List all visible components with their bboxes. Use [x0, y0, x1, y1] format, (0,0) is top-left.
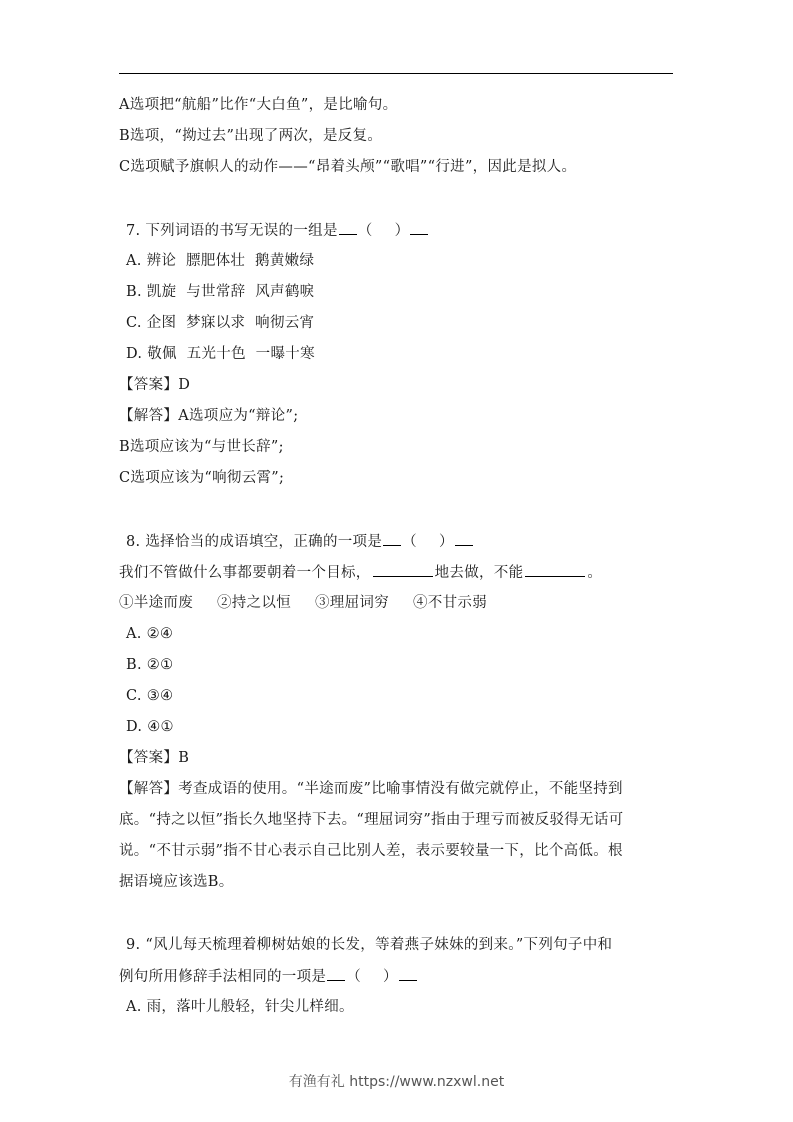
- option-b: [126, 282, 314, 302]
- explanation-line: 说。“不甘示弱”指不甘心表示自己比别人差，表示要较量一下，比个高低。根: [119, 843, 623, 859]
- sentence-text: 我们不管做什么事都要朝着一个目标，: [119, 565, 371, 581]
- question-text: 下列词语的书写无误的一组是: [145, 223, 338, 239]
- answer-blank: [455, 531, 473, 546]
- explanation-line: 底。“持之以恒”指长久地坚持下去。“理屈词穷”指由于理亏而被反驳得无话可: [119, 812, 624, 828]
- answer-blank: [339, 220, 357, 235]
- option-label: A.: [126, 999, 142, 1015]
- explanation-tag: 【解答】: [119, 408, 179, 424]
- paren-close: ）: [438, 534, 454, 550]
- explanation-line: B选项应该为“与世长辞”;: [119, 439, 284, 455]
- option-text: ④①: [147, 719, 174, 735]
- question-text: “风儿每天梳理着柳树姑娘的长发，等着燕子妹妹的到来。”下列句子中和: [145, 937, 613, 953]
- fill-in-sentence: [119, 562, 602, 583]
- option-label: C.: [126, 315, 142, 331]
- question-text: 例句所用修辞手法相同的一项是: [119, 969, 327, 985]
- explanation-line: C选项应该为“响彻云霄”;: [119, 470, 285, 486]
- question-7-stem: [126, 220, 429, 241]
- explanation-tag: 【解答】: [119, 781, 179, 797]
- sentence-text: 。: [587, 565, 603, 581]
- answer-value: B: [178, 750, 190, 766]
- answer-line: [119, 375, 190, 395]
- option-label: A.: [126, 626, 142, 642]
- explanation-text: A选项应为“辩论”;: [178, 408, 299, 424]
- option-label: B.: [126, 657, 142, 673]
- header-rule: [119, 73, 673, 74]
- question-9-stem: [126, 935, 612, 955]
- option-text: ②①: [146, 657, 174, 673]
- paren-open: （: [402, 534, 417, 550]
- paren-close: ）: [383, 969, 398, 985]
- explanation-line: [119, 779, 623, 799]
- answer-tag: 【答案】: [119, 750, 179, 766]
- option-a: [126, 997, 354, 1017]
- option-c: [126, 686, 173, 706]
- option-text: 雨，落叶儿般轻，针尖儿样细。: [146, 999, 354, 1015]
- answer-value: D: [178, 377, 191, 393]
- answer-tag: 【答案】: [119, 377, 179, 393]
- question-text: 选择恰当的成语填空，正确的一项是: [145, 534, 383, 550]
- answer-blank: [383, 531, 401, 546]
- option-b: [126, 655, 173, 675]
- prev-explanation-line: B选项，“拗过去”出现了两次，是反复。: [119, 128, 383, 144]
- option-a: [126, 251, 314, 271]
- question-9-stem-cont: [119, 966, 418, 987]
- idiom-choice: ②持之以恒: [217, 595, 291, 611]
- paren-open: （: [357, 223, 373, 239]
- idiom-choices: [119, 593, 487, 613]
- question-number: 9.: [126, 937, 141, 953]
- option-text: 凯旋 与世常辞 风声鹤唳: [146, 284, 315, 300]
- fill-blank: [373, 562, 433, 577]
- paren-close: ）: [394, 223, 410, 239]
- answer-line: [119, 748, 189, 768]
- sentence-text: 地去做，不能: [434, 565, 524, 581]
- option-label: A.: [126, 253, 142, 269]
- option-d: [126, 344, 315, 364]
- answer-blank: [410, 220, 428, 235]
- option-label: C.: [126, 688, 142, 704]
- option-text: 敬佩 五光十色 一曝十寒: [147, 346, 315, 362]
- idiom-choice: ③理屈词穷: [315, 595, 389, 611]
- option-label: B.: [126, 284, 142, 300]
- option-text: 辨论 膘肥体壮 鹅黄嫩绿: [146, 253, 315, 269]
- option-d: [126, 717, 174, 737]
- answer-blank: [399, 966, 417, 981]
- explanation-text: 考查成语的使用。“半途而废”比喻事情没有做完就停止，不能坚持到: [178, 781, 623, 797]
- option-text: 企图 梦寐以求 响彻云宵: [146, 315, 315, 331]
- explanation-line: [119, 406, 298, 426]
- option-a: [126, 624, 173, 644]
- option-text: ③④: [146, 688, 174, 704]
- footer-watermark: 有渔有礼 https://www.nzxwl.net: [288, 1074, 505, 1090]
- question-number: 8.: [126, 534, 141, 550]
- prev-explanation-line: A选项把“航船”比作“大白鱼”，是比喻句。: [119, 97, 398, 113]
- paren-open: （: [346, 969, 362, 985]
- option-label: D.: [126, 719, 143, 735]
- explanation-line: 据语境应该选B。: [119, 874, 234, 890]
- option-text: ②④: [146, 626, 174, 642]
- fill-blank: [525, 562, 585, 577]
- prev-explanation-line: C选项赋予旗帜人的动作——“昂着头颅”“歌唱”“行进”，因此是拟人。: [119, 159, 577, 175]
- idiom-choice: ④不甘示弱: [413, 595, 487, 611]
- option-label: D.: [126, 346, 143, 362]
- question-number: 7.: [126, 223, 141, 239]
- question-8-stem: [126, 531, 474, 552]
- idiom-choice: ①半途而废: [119, 595, 193, 611]
- answer-blank: [327, 966, 345, 981]
- option-c: [126, 313, 314, 333]
